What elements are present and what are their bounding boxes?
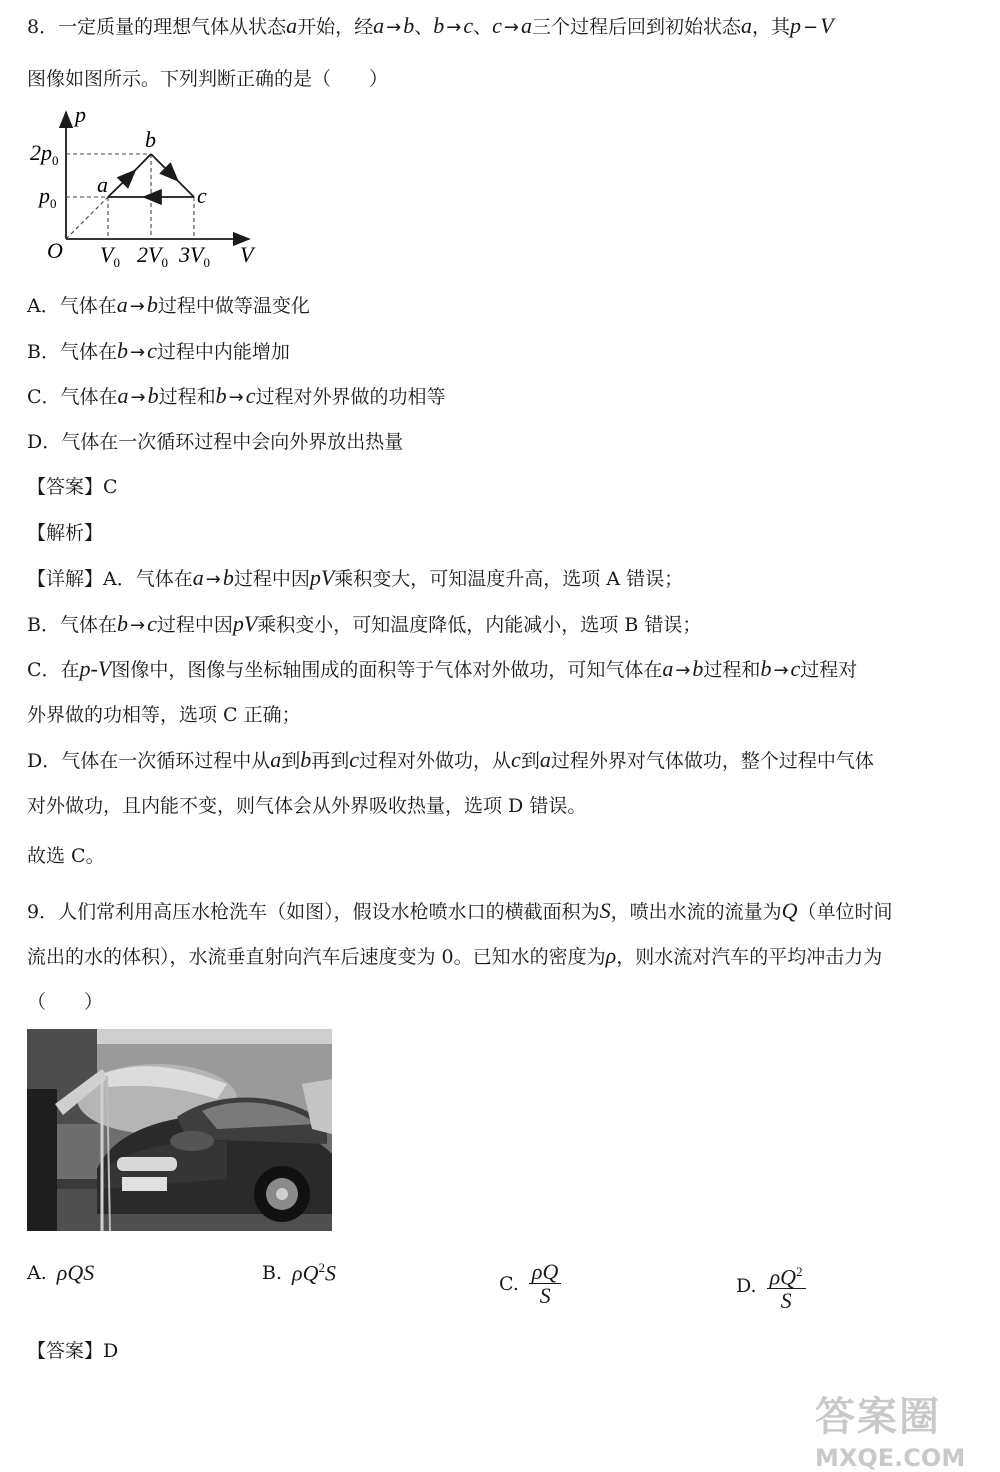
q9-option-c: C. $\frac{\rho Q}{S}$: [499, 1260, 561, 1307]
ytick-2p0: $2p_0$: [30, 140, 59, 168]
q8-detail-d-line1: D．气体在一次循环过程中从a到b再到c过程对外做功，从c到a过程外界对气体做功，整个过程中气体: [27, 747, 874, 772]
p-axis-label: p: [75, 102, 86, 127]
point-c-label: c: [197, 183, 207, 208]
q8-option-d: D．气体在一次循环过程中会向外界放出热量: [27, 431, 404, 453]
q8-option-b: B．气体在b →c过程中内能增加: [27, 338, 290, 363]
process-b-to-c: [151, 154, 194, 197]
point-a-label: a: [97, 172, 108, 197]
q9-stem-line1: 9．人们常利用高压水枪洗车（如图），假设水枪喷水口的横截面积为S，喷出水流的流量为Q（单位时间: [27, 898, 893, 923]
q9-answer: 【答案】D: [27, 1340, 119, 1362]
q8-stem-line2: 图像如图所示。下列判断正确的是（ ）: [27, 68, 389, 90]
q9-option-b: B. $\rho Q^2S$: [262, 1260, 336, 1286]
q8-analysis-heading: 【解析】: [27, 522, 104, 544]
q8-answer: 【答案】C: [27, 476, 118, 498]
q8-detail-a: 【详解】A．气体在a →b过程中因pV乘积变大，可知温度升高，选项 A 错误；: [27, 565, 684, 590]
q9-stem-line3: （ ）: [27, 991, 104, 1013]
q8-detail-c-line1: C．在p-V图像中，图像与坐标轴围成的面积等于气体对外做功，可知气体在a →b过程和b →c过程对: [27, 656, 858, 681]
q8-detail-b: B．气体在b →c过程中因pV乘积变小，可知温度降低，内能减小，选项 B 错误；: [27, 611, 702, 636]
q8-stem-line1: 8．一定质量的理想气体从状态a开始，经a →b、b →c、c →a三个过程后回到初始状态a，其p −V: [27, 13, 834, 38]
q8-detail-c-line2: 外界做的功相等，选项 C 正确；: [27, 704, 301, 726]
xtick-2v0: $2V_0$: [137, 242, 168, 270]
q9-stem-line2: 流出的水的体积），水流垂直射向汽车后速度变为 0。已知水的密度为ρ，则水流对汽车的平均冲击力为: [27, 943, 883, 968]
watermark: 答案圈 MXQE.COM: [815, 1394, 966, 1472]
v-axis-label: V: [240, 242, 254, 267]
origin-label: O: [47, 238, 63, 263]
q8-option-c: C．气体在a →b过程和b →c过程对外界做的功相等: [27, 383, 446, 408]
q8-conclusion: 故选 C。: [27, 845, 105, 867]
q9-option-a: A. ρQS: [27, 1260, 95, 1285]
q9-option-d: D. $\frac{\rho Q^2}{S}$: [736, 1260, 806, 1312]
q8-option-a: A．气体在a →b过程中做等温变化: [27, 292, 310, 317]
car-wash-photo: [27, 1029, 332, 1231]
xtick-3v0: $3V_0$: [179, 242, 210, 270]
point-b-label: b: [145, 127, 156, 152]
xtick-v0: $V_0$: [100, 242, 120, 270]
pv-diagram: [27, 102, 262, 270]
ytick-p0: $p_0$: [39, 183, 57, 211]
process-a-to-b: [108, 154, 151, 197]
q8-detail-d-line2: 对外做功，且内能不变，则气体会从外界吸收热量，选项 D 错误。: [27, 795, 587, 817]
